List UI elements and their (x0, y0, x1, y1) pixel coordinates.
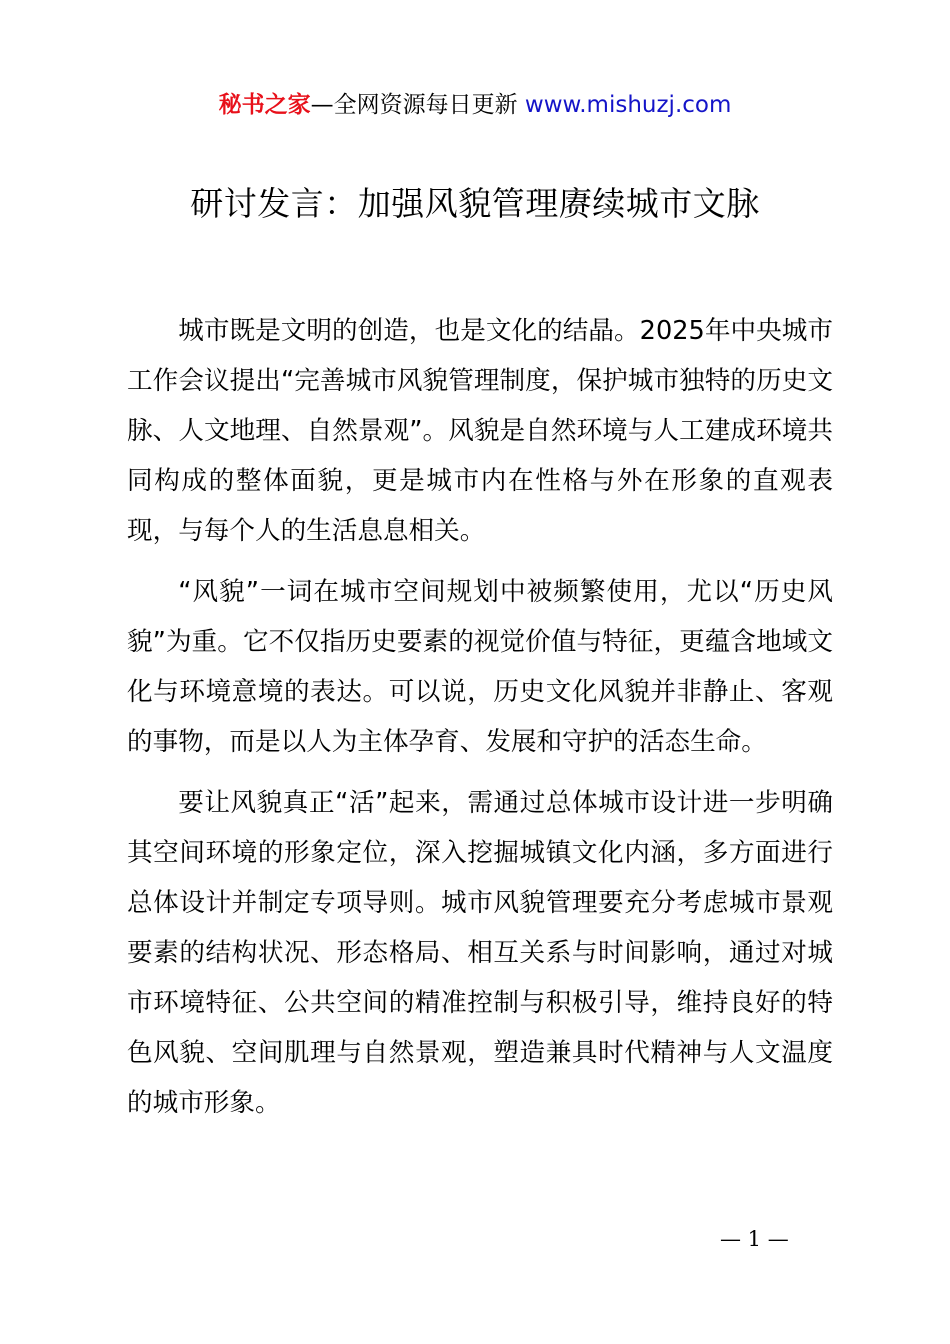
site-url-link[interactable]: www.mishuzj.com (524, 92, 732, 118)
site-tagline: —全网资源每日更新 (310, 92, 518, 118)
document-body (127, 306, 833, 1139)
document-title: 研讨发言：加强风貌管理赓续城市文脉 (190, 184, 760, 223)
site-brand: 秘书之家 (218, 92, 311, 118)
paragraph-2: “风貌”一词在城市空间规划中被频繁使用，尤以“历史风貌”为重。它不仅指历史要素的视觉价值与特征，更蕴含地域文化与环境意境的表达。可以说，历史文化风貌并非静止、客观的事物，而是以人为主体孕育、发展和守护的活态生命。 (127, 577, 833, 757)
site-banner (0, 88, 950, 122)
paragraph-1: 城市既是文明的创造，也是文化的结晶。2025年中央城市工作会议提出“完善城市风貌管理制度，保护城市独特的历史文脉、人文地理、自然景观”。风貌是自然环境与人工建成环境共同构成的整体面貌，更是城市内在性格与外在形象的直观表现，与每个人的生活息息相关。 (127, 316, 833, 546)
paragraph-3: 要让风貌真正“活”起来，需通过总体城市设计进一步明确其空间环境的形象定位，深入挖掘城镇文化内涵，多方面进行总体设计并制定专项导则。城市风貌管理要充分考虑城市景观要素的结构状况、形态格局、相互关系与时间影响，通过对城市环境特征、公共空间的精准控制与积极引导，维持良好的特色风貌、空间肌理与自然景观，塑造兼具时代精神与人文温度的城市形象。 (127, 788, 833, 1118)
page-number: — 1 — (720, 1227, 789, 1251)
